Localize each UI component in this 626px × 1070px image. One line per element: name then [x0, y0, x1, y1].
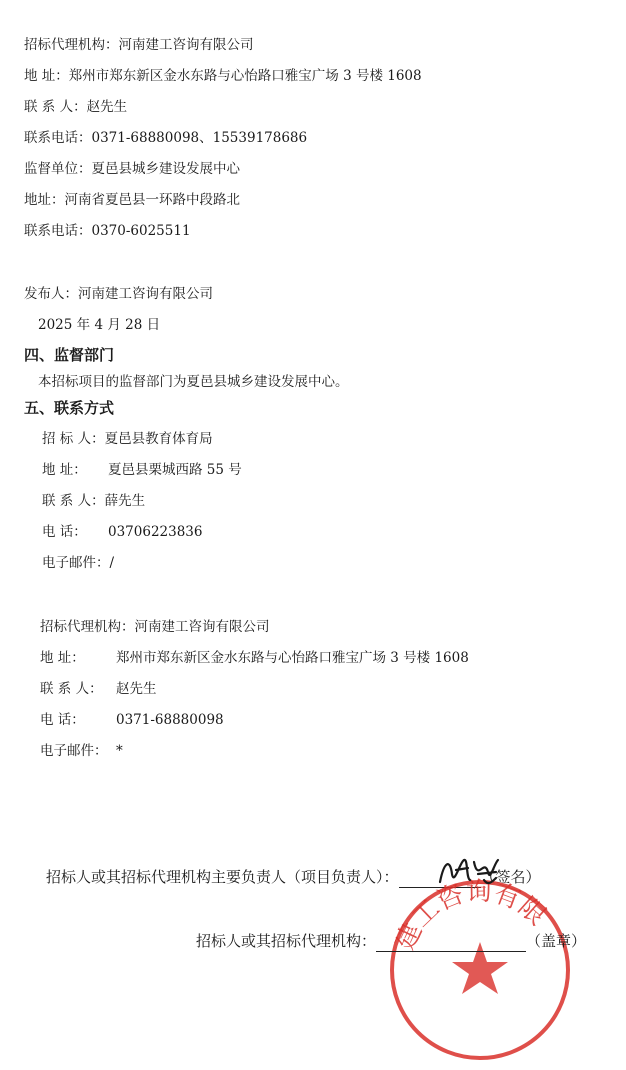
supervisor-phone-line: 联系电话：0370-6025511: [24, 223, 191, 239]
responsible-person-label: 招标人或其招标代理机构主要负责人（项目负责人）：: [46, 868, 399, 886]
agent2-phone-row: [40, 711, 224, 729]
agent2-contact: 赵先生: [116, 681, 157, 697]
tenderer-phone-label: 电 话：: [42, 524, 87, 540]
agent2-name: 河南建工咨询有限公司: [134, 619, 270, 635]
tenderer-address-label: 地 址：: [42, 462, 87, 478]
tenderer-name-label: 招 标 人：: [42, 431, 105, 447]
agent-phone-line: 联系电话：0371-68880098、15539178686: [24, 130, 308, 146]
agent2-phone-label: 电 话：: [40, 712, 85, 728]
organization-seal-label: 招标人或其招标代理机构：: [196, 932, 377, 950]
supervisor-unit-line: 监督单位：夏邑县城乡建设发展中心: [24, 161, 240, 177]
agent2-name-label: 招标代理机构：: [40, 619, 135, 635]
agent2-address-label: 地 址：: [40, 650, 85, 666]
agent2-name-row: [40, 618, 270, 636]
agent2-address-row: [40, 649, 469, 667]
section4-text: 本招标项目的监督部门为夏邑县城乡建设发展中心。: [38, 374, 349, 390]
supervisor-address-line: 地址：河南省夏邑县一环路中段路北: [24, 192, 240, 208]
tenderer-contact-label: 联 系 人：: [42, 493, 105, 509]
publish-date: 2025 年 4 月 28 日: [38, 317, 161, 333]
tenderer-email-row: [42, 554, 114, 572]
agent2-address: 郑州市郑东新区金水东路与心怡路口雅宝广场 3 号楼 1608: [116, 650, 469, 666]
section5-title: 五、联系方式: [24, 399, 115, 417]
tenderer-contact: 薛先生: [104, 493, 146, 509]
organization-seal-row: [196, 930, 586, 952]
tenderer-phone-row: [42, 523, 202, 541]
handwritten-signature: [434, 852, 504, 892]
agent2-contact-row: [40, 680, 157, 698]
tenderer-contact-row: [42, 492, 145, 510]
agent-name-line: 招标代理机构：河南建工咨询有限公司: [24, 37, 254, 53]
publisher-line: 发布人：河南建工咨询有限公司: [24, 286, 213, 302]
seal-underline: [376, 933, 526, 952]
agent-contact-line: 联 系 人：赵先生: [24, 99, 128, 115]
tenderer-phone: 03706223836: [108, 524, 203, 540]
agent2-phone: 0371-68880098: [116, 712, 224, 728]
signature-suffix: （签名）: [480, 868, 541, 886]
company-seal: [380, 870, 580, 1070]
agent2-email-row: [40, 742, 123, 760]
tenderer-address: 夏邑县栗城西路 55 号: [108, 462, 242, 478]
seal-text: 建工咨询有限: [390, 876, 552, 956]
tenderer-name-row: [42, 430, 213, 448]
agent2-email-label: 电子邮件：: [40, 743, 108, 759]
section4-title: 四、监督部门: [24, 346, 115, 364]
tenderer-address-row: [42, 461, 242, 479]
seal-suffix: （盖章）: [526, 932, 587, 950]
agent2-email: *: [116, 743, 123, 759]
tenderer-name: 夏邑县教育体育局: [104, 431, 213, 447]
tenderer-email: /: [109, 555, 115, 571]
agent-address-line: 地 址：郑州市郑东新区金水东路与心怡路口雅宝广场 3 号楼 1608: [24, 68, 422, 84]
tenderer-email-label: 电子邮件：: [42, 555, 110, 571]
agent2-contact-label: 联 系 人：: [40, 681, 103, 697]
